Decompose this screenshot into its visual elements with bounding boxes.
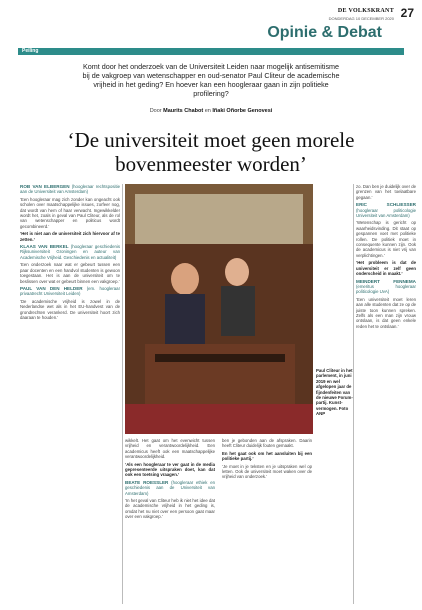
body-paragraph: wikkelt. Het gaat om het evenwicht tussen vrijheid en verantwoordelijkheid. Een academicus heeft ook een maatschappelijke verantwoordelijkheid.: [125, 438, 215, 460]
pull-quote: ‘Het is niet aan de universiteit zich hiervoor af te zetten.’: [20, 231, 120, 242]
contributor-name: ROB VAN ELBERGEN: [20, 184, 70, 189]
byline-author-1: Maurits Chabot: [163, 108, 204, 114]
pull-quote: En het gaat ook om het aansluiten bij een politieke partij.’: [222, 450, 312, 462]
contributor-role: (hoogleraar politicologie Universiteit van Amsterdam): [356, 207, 416, 219]
column-divider: [353, 184, 354, 604]
page-number: 27: [400, 6, 414, 20]
body-paragraph: ‘Een universiteit moet leren aan alle studenten dat ze op de juiste toon kunnen spreken. Zelfs als een man zijn vrouw ontslaan, is dat geen enkele reden het te ontslaan.’: [356, 296, 416, 329]
contributor-entry: [20, 244, 120, 260]
masthead: DE VOLKSKRANT: [337, 8, 394, 14]
contributor-name: MEINDERT FENNEMA: [356, 278, 416, 284]
headline: ‘De universiteit moet geen morele bovenmeester worden’: [67, 128, 355, 176]
body-paragraph: ‘Wetenschap is gericht op waarheidsvinding. Dit staat op gespannen voet met politieke rollen. De politiek moet in consequente kunnen zijn. Ook de academicus is niet vrij van verplichtingen.’: [356, 220, 416, 258]
photo-image: [125, 184, 313, 434]
contributor-role: (hoogleraar rechtspositie aan de Universiteit van Amsterdam): [20, 184, 120, 195]
body-paragraph: zo. Dan ben je duidelijk over de grenzen van het toelaatbare gegaan.’: [356, 184, 416, 200]
contributor-role: (emeritus hoogleraar politicologie UvA): [356, 283, 416, 295]
body-paragraph: ‘Een onderzoek naar wat er gebeurt tussen een paar docenten en een handvol studenten is gewoon toegestaan. Het is aan de universiteit om te beslissen over wat er gebeurt binnen een vakgroep.’: [20, 262, 120, 284]
byline-sep: en: [204, 108, 211, 114]
pull-quote: ‘Het probleem is dat de universiteit er zelf geen onderscheid in maakt.’: [356, 260, 416, 277]
section-title: Opinie & Debat: [267, 24, 382, 41]
byline-prefix: Door: [149, 108, 162, 114]
contributor-name: KLAAS VAN BERKEL: [20, 244, 69, 250]
contributor-name: BEATE ROESSLER: [125, 479, 169, 485]
body-paragraph: ‘Je moet in je teksten en je uitspraken wel op letten. Ook de universiteit moet waken over de vrijheid van onderzoek.’: [222, 463, 312, 480]
contributor-role: (hoogleraar geschiedenis Rijksuniversiteit Groningen en auteur van Academische Vrijheid. Geschiedenis en actualiteit): [20, 244, 120, 260]
contributor-role: (hoogleraar ethiek en geschiedenis aan de Universiteit van Amsterdam): [125, 479, 215, 496]
section-bar: [18, 48, 404, 55]
contributor-entry: [20, 184, 120, 195]
contributor-entry: [20, 286, 120, 297]
dateline: DONDERDAG 10 DECEMBER 2020: [328, 16, 394, 21]
contributor-name: PAUL VAN DEN HELDER: [20, 285, 83, 291]
column-2: [125, 438, 215, 608]
column-3: [222, 438, 312, 608]
photo-caption: [316, 368, 354, 417]
pull-quote: ‘Als een hoogleraar te ver gaat in de media gepresenteerde uitspraken doet, kan dat ook een toetsing vraagen.’: [125, 461, 215, 478]
caption-text: Paul Cliteur in het parlement, in juni 2019 en wel afgelopen jaar de fijndenfeiten van de nieuwe Forum-partij. Kunst-vermogen. Foto ANP: [316, 368, 353, 417]
body-paragraph: ‘In het geval van Cliteur heb ik niet het idee dat de academische vrijheid in het geding is, omdat het nu niet over een persoon gaat maar over een vakgroep.’: [125, 498, 215, 520]
section-tag: Peiling: [22, 48, 39, 54]
contributor-entry: [356, 202, 416, 218]
photo-parliament: [125, 184, 313, 434]
byline: [0, 108, 422, 114]
contributor-name: ERIC SCHLIESSER: [356, 202, 416, 208]
contributor-entry: [125, 480, 215, 496]
column-1: [20, 184, 120, 604]
contributor-entry: [356, 279, 416, 295]
body-paragraph: ‘De academische vrijheid is zowel in de Nederlandse wet als in het EU-handvest van de grondrechten verankerd. De universiteit hoort zich daaraan te houden.’: [20, 298, 120, 320]
column-divider: [122, 184, 123, 604]
byline-author-2: Iñaki Oñorbe Genovesi: [212, 108, 273, 114]
intro-text: Komt door het onderzoek van de Universiteit Leiden naar mogelijk antisemitisme bij de vakgroep van wetenschapper en oud-senator Paul Cliteur de academische vrijheid in het geding? En hoever kan een hoogleraar gaan in zijn politieke profilering?: [82, 62, 340, 98]
body-paragraph: ben je gebonden aan de afspraken. Daarin heeft Cliteur duidelijk fouten gemaakt.: [222, 438, 312, 449]
contributor-role: (em. hoogleraar privaatrecht Universiteit Leiden): [20, 285, 120, 297]
column-4: [356, 184, 416, 604]
body-paragraph: ‘Een hoogleraar mag zich zonder kan ongeacht ook scholen over maatschappelijke issues, zorfeer nog, dat wordt van hem of haar verwacht. Ingewikkelder wordt het, zoals in geval van Paul Cliteur, als de rol van wetenschapper en politicus wordt gecombineerd.’: [20, 196, 120, 229]
